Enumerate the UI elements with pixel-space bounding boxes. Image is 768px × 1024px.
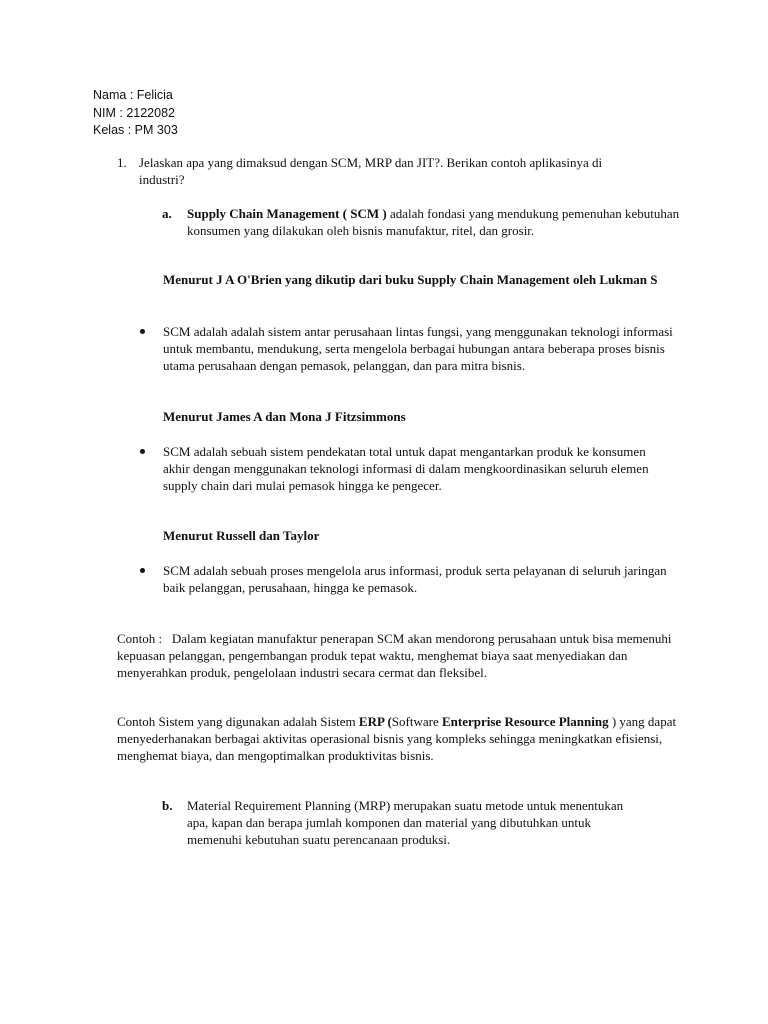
bullet-text: SCM adalah adalah sistem antar perusahaan lintas fungsi, yang menggunakan teknologi informasi untuk membantu, mendukung, serta mengelola berbagai hubungan antara beberapa proses bisnis utama perusahaan dengan pemasok, pelanggan, dan para mitra bisnis. <box>163 324 673 373</box>
answer-a-marker: a. <box>162 206 172 221</box>
student-name: Nama : Felicia <box>93 88 173 102</box>
answer-a-text <box>187 205 687 239</box>
erp-intro: Contoh Sistem yang digunakan adalah Sistem <box>117 714 359 729</box>
question-text: Jelaskan apa yang dimaksud dengan SCM, MRP dan JIT?. Berikan contoh aplikasinya di industri? <box>139 155 603 187</box>
erp-description: ) yang dapat menyederhanakan berbagai aktivitas operasional bisnis yang kompleks sehingga meningkatkan efisiensi, menghemat biaya, dan mengoptimalkan produktivitas bisnis. <box>117 714 677 763</box>
erp-paragraph <box>117 713 677 764</box>
bullet-dot <box>140 568 145 573</box>
question-number: 1. <box>117 155 127 170</box>
student-class: Kelas : PM 303 <box>93 123 178 137</box>
bullet-text: SCM adalah sebuah proses mengelola arus informasi, produk serta pelayanan di seluruh jaringan baik pelanggan, perusahaan, hingga ke pemasok. <box>163 563 667 595</box>
scm-term: Supply Chain Management ( SCM ) <box>187 206 387 221</box>
answer-b-marker: b. <box>162 798 173 813</box>
bullet-dot <box>140 449 145 454</box>
erp-abbrev: ERP ( <box>358 714 392 729</box>
section-heading: Menurut Russell dan Taylor <box>163 528 320 543</box>
scm-definition: adalah fondasi yang mendukung pemenuhan kebutuhan konsumen yang dilakukan oleh bisnis manufaktur, ritel, dan grosir. <box>187 206 680 238</box>
bullet-dot <box>140 329 145 334</box>
student-nim: NIM : 2122082 <box>93 105 175 120</box>
contoh-paragraph: Contoh : Dalam kegiatan manufaktur penerapan SCM akan mendorong perusahaan untuk bisa memenuhi kepuasan pelanggan, pengembangan produk tepat waktu, menghemat biaya saat menyediakan dan menyerahkan produk, pengelolaan industri secara cermat dan fleksibel. <box>117 631 675 680</box>
section-heading: Menurut J A O'Brien yang dikutip dari buku Supply Chain Management oleh Lukman S <box>163 272 658 287</box>
bullet-text: SCM adalah sebuah sistem pendekatan total untuk dapat mengantarkan produk ke konsumen akhir dengan menggunakan teknologi informasi di dalam mengkoordinasikan seluruh elemen supply chain dari mulai pemasok hingga ke pengecer. <box>163 444 649 493</box>
answer-b-text: Material Requirement Planning (MRP) merupakan suatu metode untuk menentukan apa, kapan dan berapa jumlah komponen dan material yang dibutuhkan untuk memenuhi kebutuhan suatu perencanaan produksi. <box>187 798 624 847</box>
erp-full-name: Enterprise Resource Planning <box>441 714 609 729</box>
erp-software: Software <box>391 714 442 729</box>
student-header <box>93 87 178 140</box>
section-heading: Menurut James A dan Mona J Fitzsimmons <box>163 409 406 424</box>
